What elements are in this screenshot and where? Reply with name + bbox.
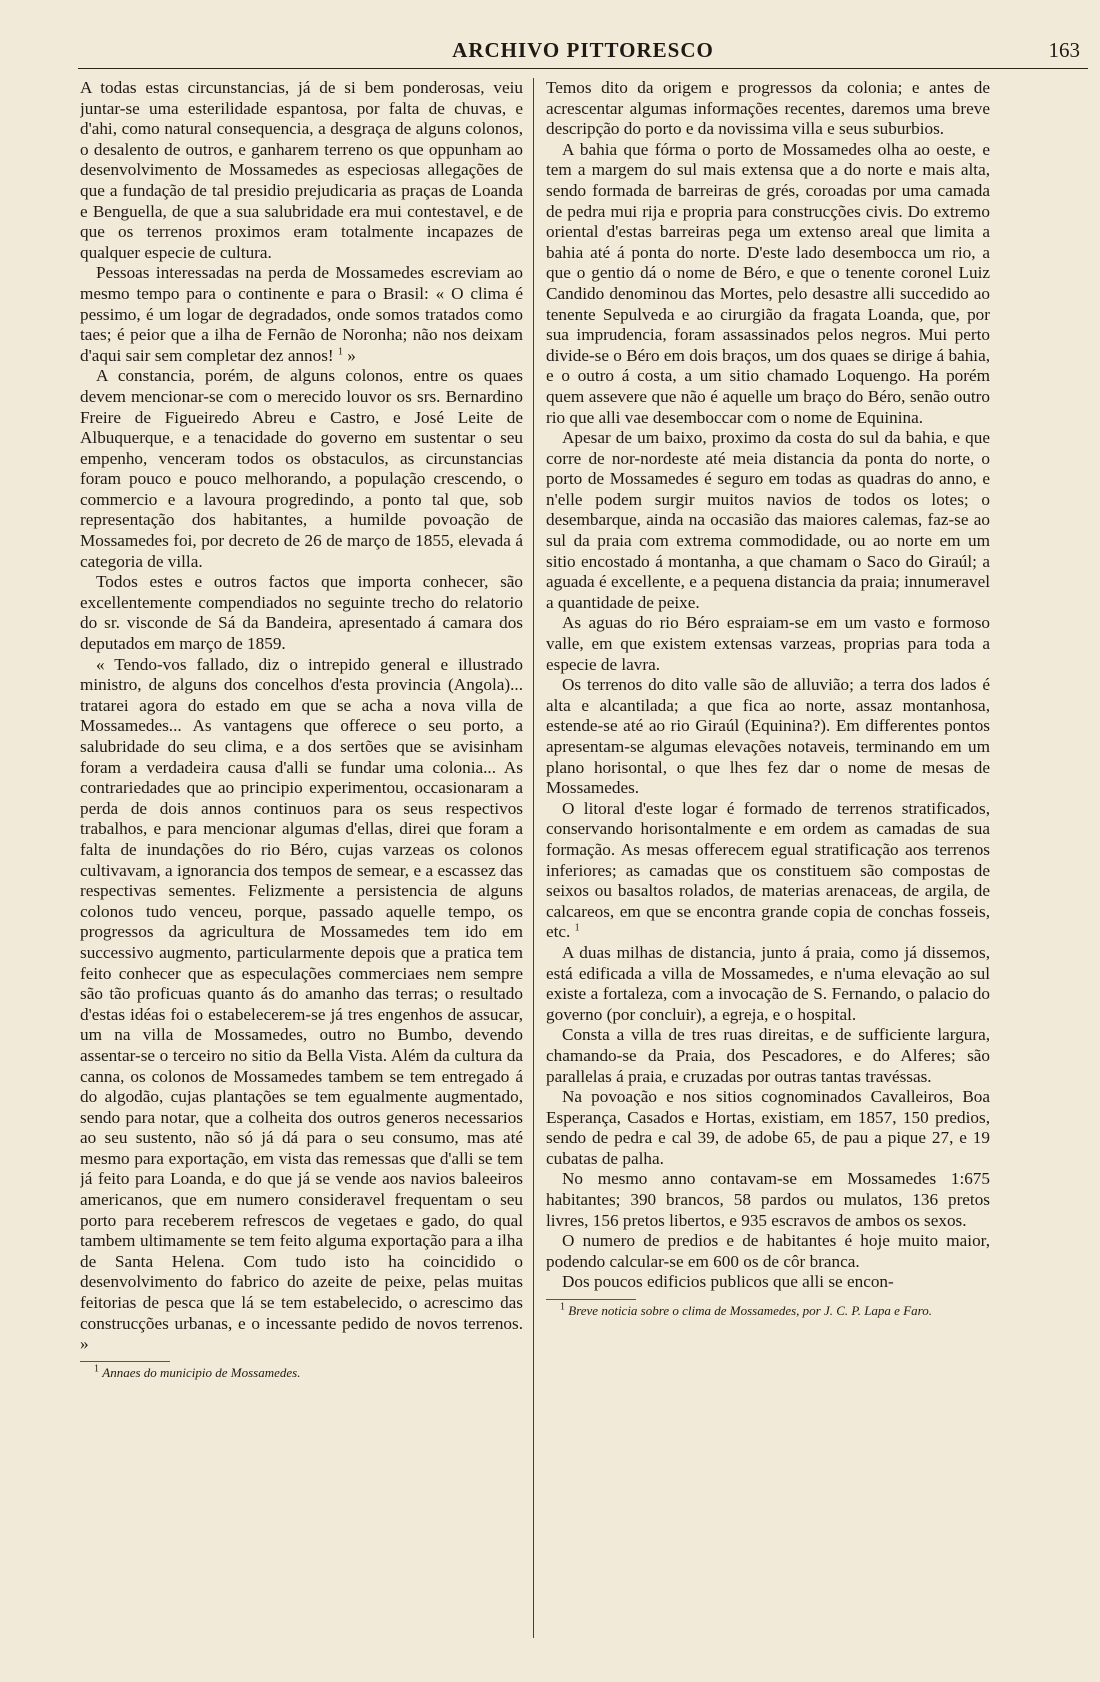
footnote [80,1365,523,1381]
paragraph: A constancia, porém, de alguns colonos, entre os quaes devem mencionar-se com o merecido louvor os srs. Bernardino Freire de Figueiredo Abreu e Castro, e José Leite de Albuquerque, e a tenacidade do governo em sustentar o seu empenho, venceram todos os obstaculos, as circunstancias foram pouco e pouco melhorando, a população crescendo, o commercio e a lavoura progredindo, a ponto tal que, sob representação dos habitantes, a humilde povoação de Mossamedes foi, por decreto de 26 de março de 1855, elevada á categoria de villa. [80,366,523,571]
paragraph: A duas milhas de distancia, junto á praia, como já dissemos, está edificada a villa de Mossamedes, e n'uma elevação ao sul existe a fortaleza, com a invocação de S. Fernando, o palacio do governo (por concluir), a egreja, e o hospital. [546,942,990,1024]
paragraph: Temos dito da origem e progressos da colonia; e antes de acrescentar algumas informações recentes, daremos uma breve descripção do porto e da novissima villa e seus suburbios. [546,78,990,139]
footnote-mark: 1 [337,345,343,357]
paragraph: A todas estas circunstancias, já de si bem ponderosas, veiu juntar-se uma esterilidade espantosa, por falta de chuvas, e d'ahi, como natural consequencia, a desgraça de alguns colonos, o desalento de outros, e ganharem terreno os que oppunham ao desenvolvimento de Mossamedes as especiosas allegações de que a fundação de tal presidio prejudicaria as praças de Loanda e Benguella, de que a sua salubridade era mui contestavel, e de que os terrenos proximos eram totalmente incapazes de qualquer especie de cultura. [80,78,523,262]
right-column [546,78,990,1658]
paragraph-text: O litoral d'este logar é formado de terrenos stratificados, conservando horisontalmente e em ordem as camadas de sua formação. As mesas offerecem egual stratificação aos terrenos inferiores; as camadas que os constituem são compostas de seixos ou basaltos rolados, de materias arenaceas, de argila, de calcareos, em que se encontra grande copia de conchas fosseis, etc. [546,798,990,942]
paragraph: Dos poucos edificios publicos que alli se encon- [562,1272,894,1292]
paragraph [546,799,990,943]
paragraph: Na povoação e nos sitios cognominados Cavalleiros, Boa Esperança, Casados e Hortas, existiam, em 1857, 150 predios, sendo de pedra e cal 39, de adobe 65, de pau a pique 27, e 19 cubatas de palha. [546,1087,990,1168]
paragraph: A bahia que fórma o porto de Mossamedes olha ao oeste, e tem a margem do sul mais extensa que a do norte e mais alta, sendo formada de barreiras de grés, coroadas por uma camada de pedra mui rija e propria para construcções civis. Do extremo oriental d'estas barreiras pega um extenso areal que limita a bahia até á ponta do norte. D'este lado desembocca um rio, a que o gentio dá o nome de Béro, e que o tenente coronel Luiz Candido denominou das Mortes, pelo desastre alli succedido ao tenente Sepulveda e ao cirurgião da fragata Loanda, que, por sua imprudencia, foram assassinados pelos negros. Mui perto divide-se o Béro em dois braços, um dos quaes se dirige á bahia, e o outro á costa, a um sitio chamado Loquengo. Ha porém quem assevere que não é aquelle um braço do Béro, senão outro rio que alli vae desemboccar com o nome de Equinina. [546,139,990,427]
column-divider [533,78,534,1638]
footnote-mark: 1 [574,922,580,934]
footnote-text: Annaes do municipio de Mossamedes. [102,1364,301,1380]
left-column [80,78,523,1658]
quote-end: » [342,345,356,365]
paragraph: As aguas do rio Béro espraiam-se em um vasto e formoso valle, em que existem extensas varzeas, proprias para toda a especie de lavra. [546,613,990,674]
paragraph: Consta a villa de tres ruas direitas, e de sufficiente largura, chamando-se da Praia, dos Pescadores, e do Alferes; são parallelas á praia, e cruzadas por outras tantas travéssas. [546,1025,990,1086]
footnote-divider [80,1361,170,1362]
page-header [78,34,1088,69]
paragraph-text: Pessoas interessadas na perda de Mossamedes escreviam ao mesmo tempo para o continente e para o Brasil: « O clima é pessimo, é um logar de degradados, onde somos tratados como taes; é peior que a ilha de Fernão de Noronha; não nos deixam d'aqui sair sem completar dez annos! [80,263,523,365]
footnote-number: 1 [94,1363,99,1375]
paragraph: Apesar de um baixo, proximo da costa do sul da bahia, e que corre de nor-nordeste até meia distancia da ponta do norte, o porto de Mossamedes é seguro em todas as quadras do anno, e n'elle podem surgir muitos navios de todos os lotes; o desembarque, ainda na occasião das maiores calemas, faz-se ao sul da praia com extrema commodidade, ou ao norte em um sitio encostado á montanha, a que chamam o Saco do Giraúl; a aguada é excellente, e a pequena distancia da praia; innumeravel a quantidade de peixe. [546,428,990,612]
footnote-text: Breve noticia sobre o clima de Mossamedes, por J. C. P. Lapa e Faro. [568,1303,932,1319]
paragraph: « Tendo-vos fallado, diz o intrepido general e illustrado ministro, de alguns dos concelhos d'esta provincia (Angola)... tratarei agora do estado em que se acha a nova villa de Mossamedes... As vantagens que offerece o seu porto, a salubridade do seu clima, e a dos sertões que se avisinham foram a verdadeira causa d'alli se fundar uma colonia... As contrariedades que ao principio experimentou, occasionaram a perda de dois annos continuos para os seus respectivos trabalhos, e para mencionar algumas d'ellas, direi que foram a falta de inundações do rio Béro, cujas varzeas os colonos cultivavam, a ignorancia dos tempos de semear, e a escassez das respectivas sementes. Felizmente a persistencia de alguns colonos tudo venceu, porque, passado aquelle tempo, os progressos da agricultura de Mossamedes tem ido em successivo augmento, particularmente depois que a pratica tem feito conhecer que as especulações commerciaes nem sempre são tão proficuas quanto ás do amanho das terras; o resultado d'estas idéas foi o estabelecerem-se já tres engenhos de assucar, um na villa de Mossamedes, outro no Bumbo, devendo assentar-se o terceiro no sitio da Bella Vista. Além da cultura da canna, os colonos de Mossamedes tambem se tem entregado á do algodão, cujas plantações se tem egualmente augmentado, sendo para notar, que a colheita dos outros generos necessarios ao seu sustento, não só já dá para o seu consumo, mas até mesmo para exportação, em vista das remessas que d'alli se tem já feito para Loanda, e do que já se vende aos navios baleeiros americanos, que em numero consideravel frequentam o seu porto para receberem refrescos de vegetaes e gado, do qual tambem ultimamente se tem feito alguma exportação para a ilha de Santa Helena. Com tudo isto ha coincidido o desenvolvimento do fabrico do azeite de peixe, pelas muitas feitorias de pesca que lá se tem estabelecido, o acrescimo das construcções urbanas, e o incessante pedido de novos terrenos. » [80,654,523,1354]
paragraph: No mesmo anno contavam-se em Mossamedes 1:675 habitantes; 390 brancos, 58 pardos ou mulatos, 136 pretos livres, 156 pretos libertos, e 935 escravos de ambos os sexos. [546,1169,990,1230]
running-title: ARCHIVO PITTORESCO [452,38,714,62]
page-number: 163 [1048,38,1080,62]
paragraph: Todos estes e outros factos que importa conhecer, são excellentemente compendiados no seguinte trecho do relatorio do sr. visconde de Sá da Bandeira, apresentado á camara dos deputados em março de 1859. [80,572,523,654]
paragraph: O numero de predios e de habitantes é hoje muito maior, podendo calcular-se em 600 os de côr branca. [546,1231,990,1271]
footnote-number: 1 [560,1301,565,1313]
paragraph [80,263,523,366]
paragraph: Os terrenos do dito valle são de alluvião; a terra dos lados é alta e alcantilada; a que fica ao norte, assaz montanhosa, estende-se até ao rio Giraúl (Equinina?). Em differentes pontos apresentam-se algumas elevações notaveis, terminando em um plano horisontal, o que lhes fez dar o nome de mesas de Mossamedes. [546,675,990,798]
footnote-divider [546,1299,636,1300]
footnote [546,1303,990,1319]
